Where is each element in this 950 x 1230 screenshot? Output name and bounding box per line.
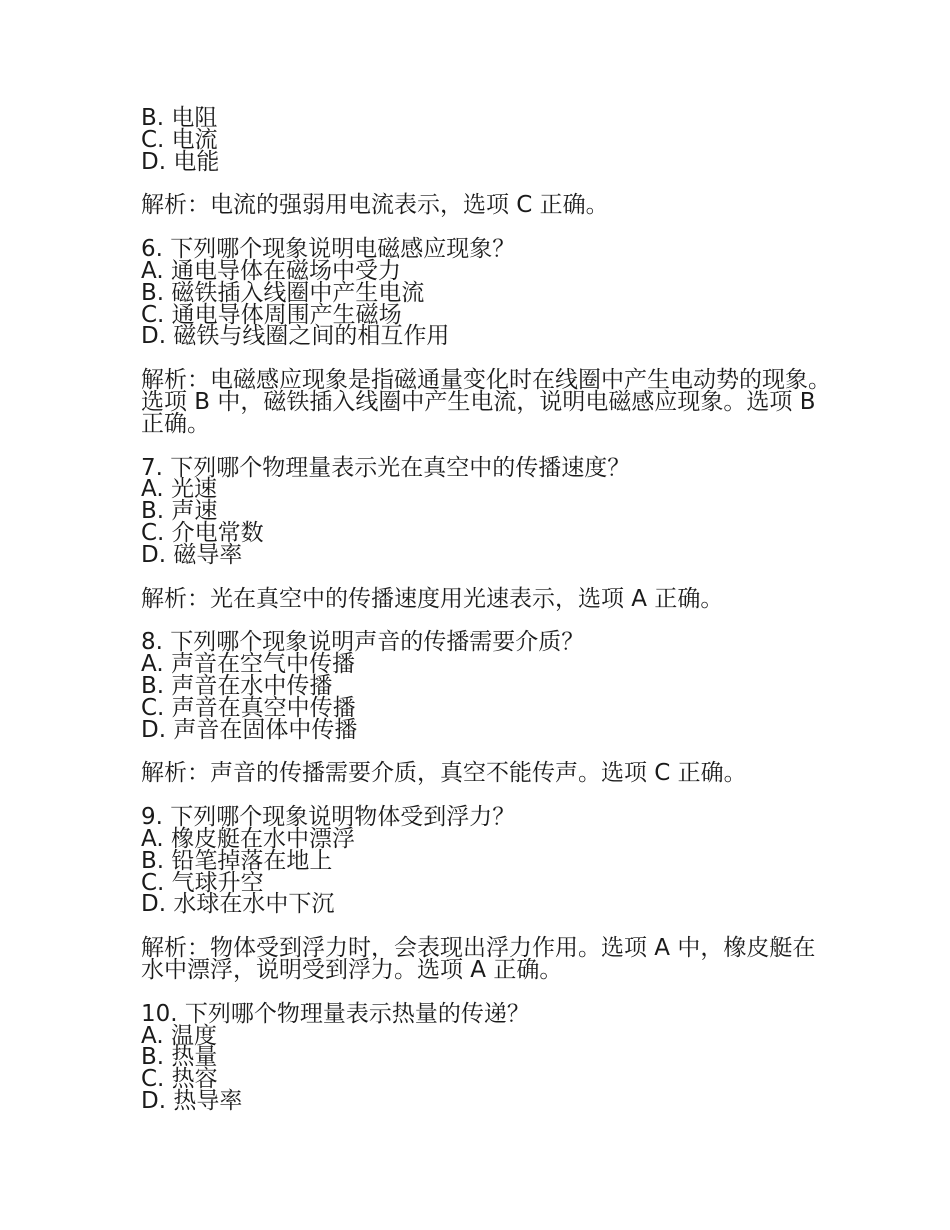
- option-c: C. 声音在真空中传播: [141, 694, 356, 721]
- question-text: 10. 下列哪个物理量表示热量的传递？: [141, 1000, 530, 1027]
- option-d: D. 声音在固体中传播: [141, 716, 358, 743]
- option-b: B. 声速: [141, 498, 218, 525]
- question-6: [141, 236, 831, 350]
- question-10: [141, 1000, 831, 1114]
- option-a: A. 通电导体在磁场中受力: [141, 257, 401, 284]
- document-body: [141, 105, 831, 1135]
- option-a: A. 温度: [141, 1022, 217, 1049]
- analysis-text: 解析：电磁感应现象是指磁通量变化时在线圈中产生电动势的现象。选项 B 中，磁铁插入线圈中产生电流，说明电磁感应现象。选项 B 正确。: [141, 367, 831, 437]
- question-7: [141, 454, 831, 568]
- analysis-8: [141, 760, 831, 787]
- option-a: A. 光速: [141, 476, 217, 503]
- analysis-text: 解析：物体受到浮力时，会表现出浮力作用。选项 A 中，橡皮艇在水中漂浮，说明受到浮力。选项 A 正确。: [141, 935, 816, 983]
- option-b: B. 电阻: [141, 105, 218, 131]
- question-text: 8. 下列哪个现象说明声音的传播需要介质？: [141, 629, 585, 656]
- analysis-9: [141, 935, 831, 983]
- option-d: D. 磁铁与线圈之间的相互作用: [141, 323, 450, 350]
- option-c: C. 热容: [141, 1066, 218, 1093]
- analysis-6: [141, 367, 831, 437]
- analysis-prev: [141, 192, 831, 219]
- option-b: B. 声音在水中传播: [141, 672, 333, 699]
- option-c: C. 电流: [141, 126, 218, 153]
- option-b: B. 磁铁插入线圈中产生电流: [141, 279, 425, 306]
- option-b: B. 热量: [141, 1044, 218, 1071]
- analysis-text: 解析：电流的强弱用电流表示，选项 C 正确。: [141, 192, 609, 219]
- question-text: 7. 下列哪个物理量表示光在真空中的传播速度？: [141, 454, 631, 481]
- analysis-text: 解析：声音的传播需要介质，真空不能传声。选项 C 正确。: [141, 760, 747, 787]
- option-c: C. 气球升空: [141, 869, 264, 896]
- option-b: B. 铅笔掉落在地上: [141, 847, 333, 874]
- option-a: A. 声音在空气中传播: [141, 651, 355, 678]
- analysis-text: 解析：光在真空中的传播速度用光速表示，选项 A 正确。: [141, 585, 724, 612]
- option-d: D. 电能: [141, 148, 220, 175]
- option-c: C. 通电导体周围产生磁场: [141, 301, 402, 328]
- analysis-7: [141, 585, 831, 612]
- question-9: [141, 804, 831, 918]
- options-group-prev: [141, 105, 831, 175]
- option-d: D. 磁导率: [141, 541, 243, 568]
- option-a: A. 橡皮艇在水中漂浮: [141, 825, 355, 852]
- option-d: D. 水球在水中下沉: [141, 891, 335, 918]
- question-8: [141, 629, 831, 743]
- option-c: C. 介电常数: [141, 519, 264, 546]
- question-text: 9. 下列哪个现象说明物体受到浮力？: [141, 804, 516, 831]
- option-d: D. 热导率: [141, 1087, 243, 1114]
- question-text: 6. 下列哪个现象说明电磁感应现象？: [141, 236, 516, 263]
